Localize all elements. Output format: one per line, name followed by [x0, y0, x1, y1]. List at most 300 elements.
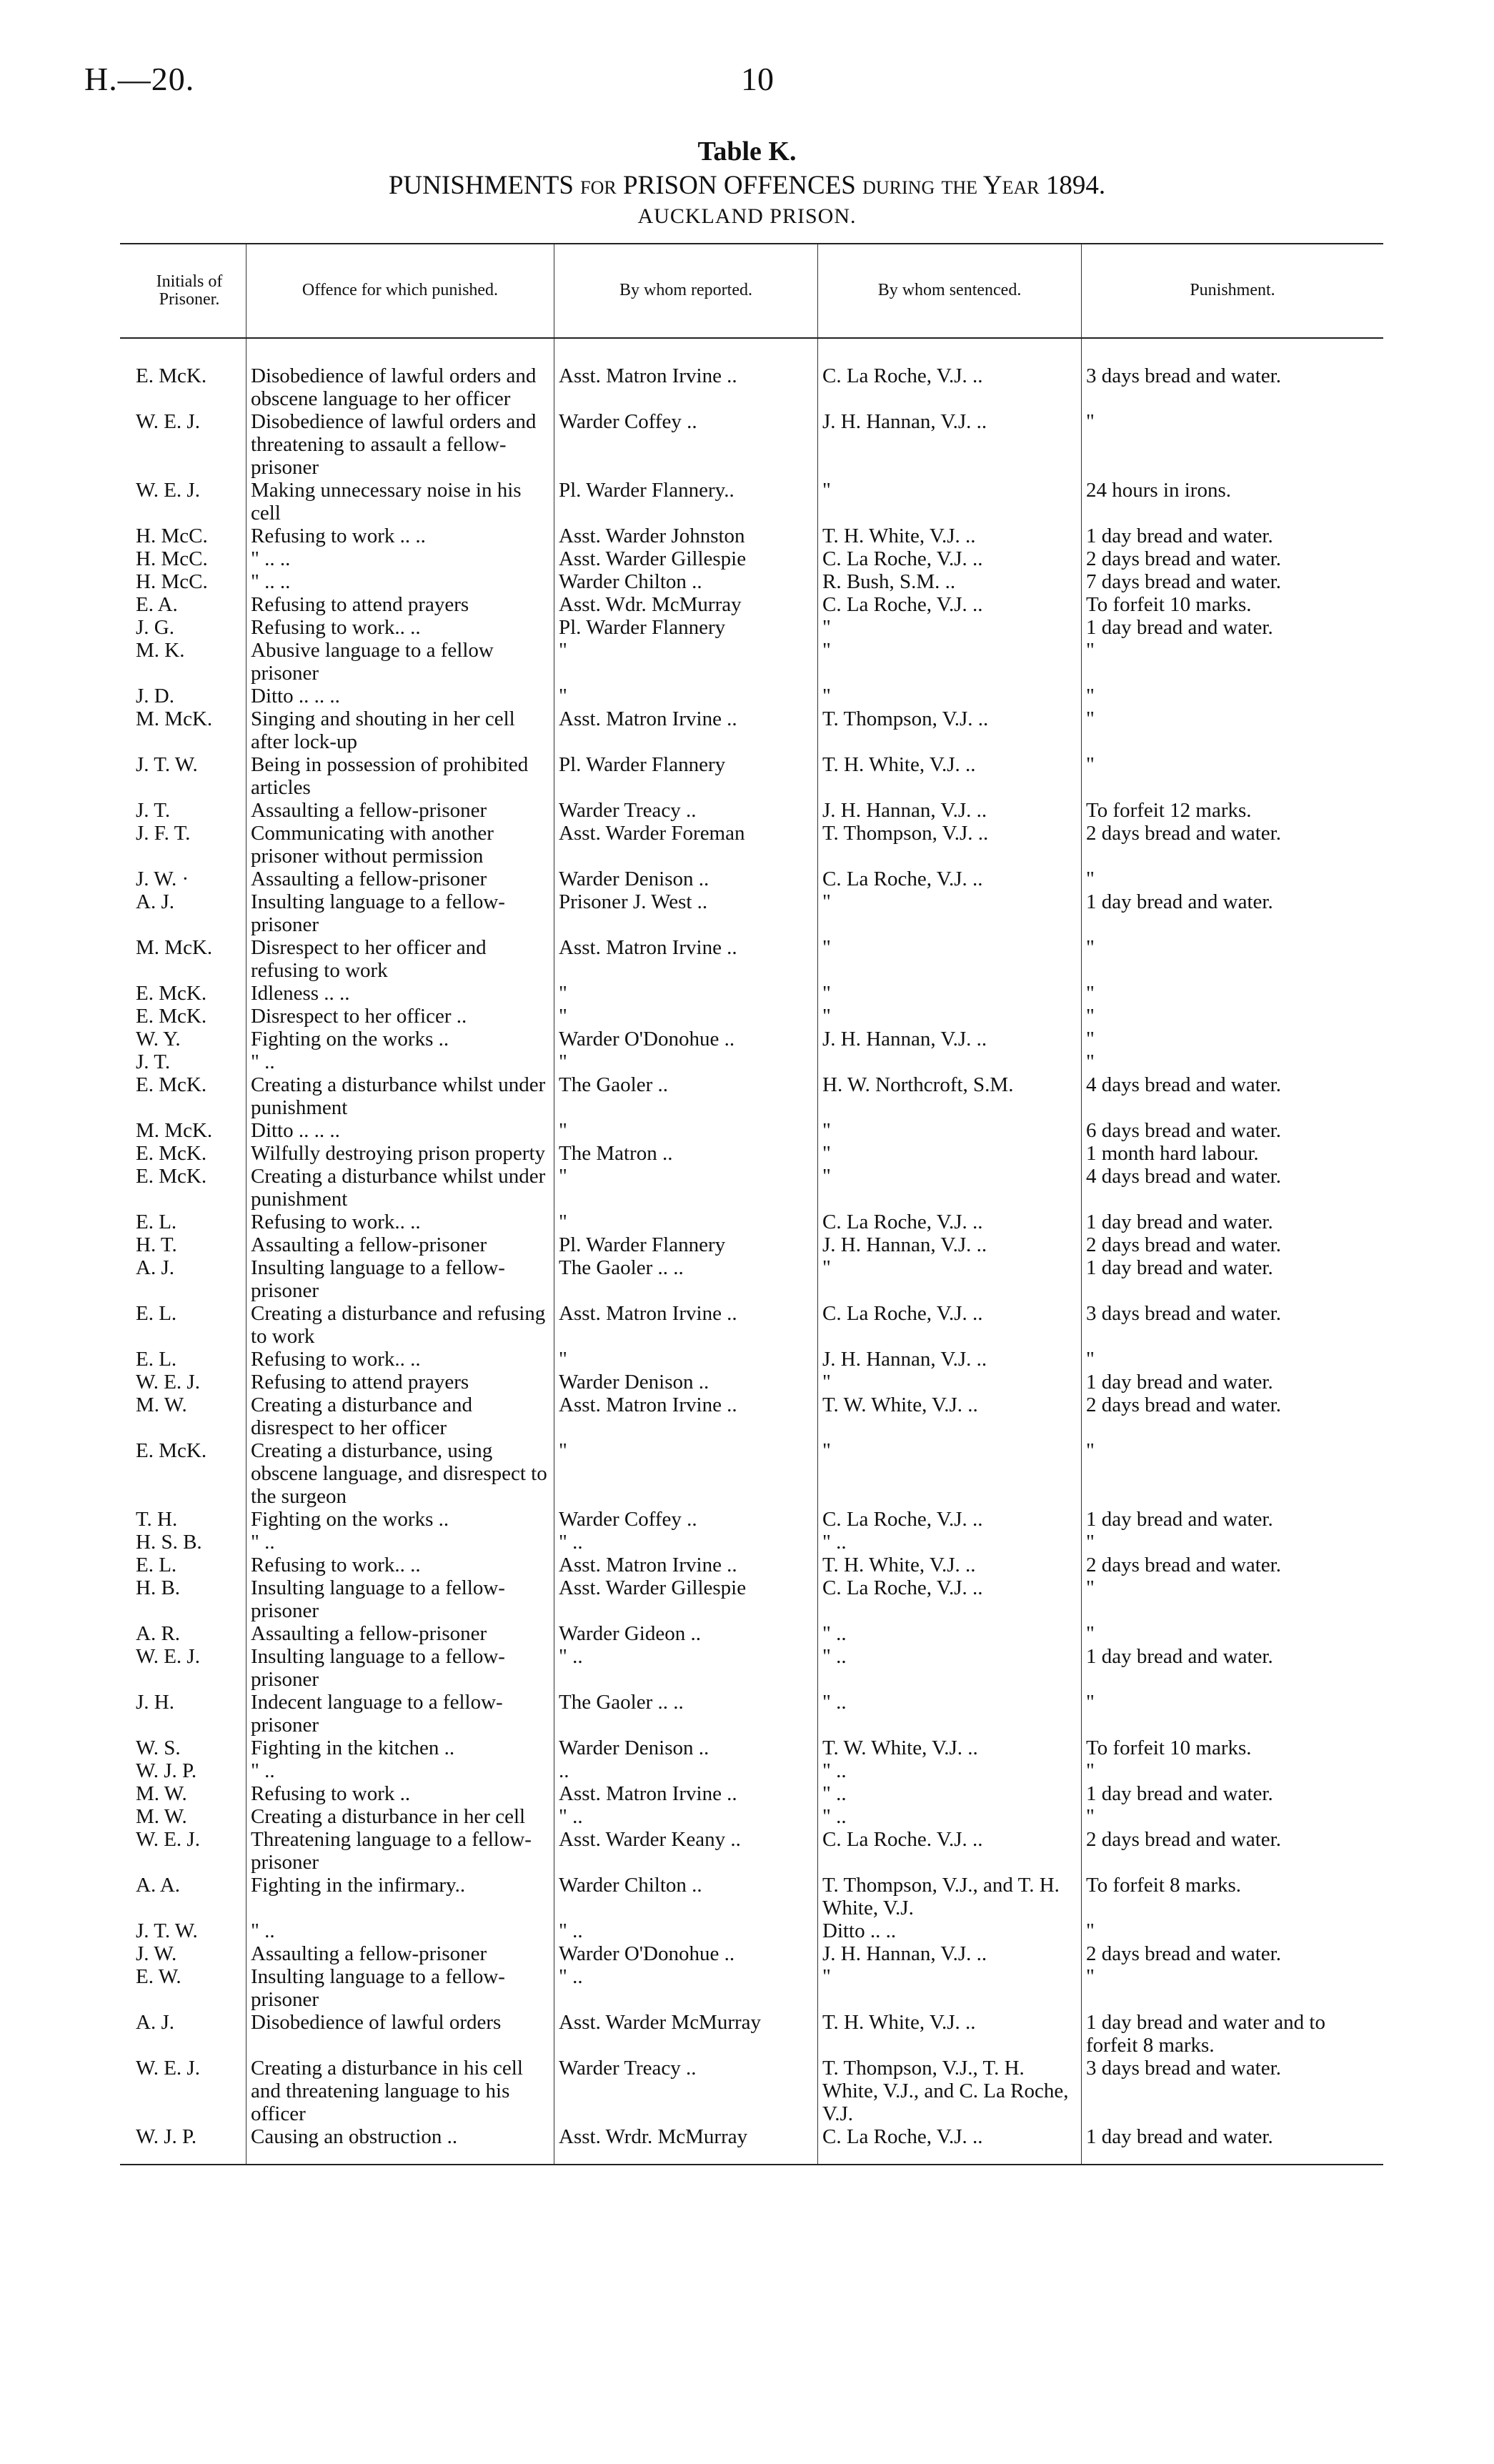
cell-sentenced-by: T. H. White, V.J. ..: [818, 753, 1082, 799]
col-header-reported: By whom reported.: [554, 244, 818, 338]
cell-offence: Refusing to attend prayers: [246, 593, 554, 616]
cell-offence: Refusing to work.. ..: [246, 1554, 554, 1576]
cell-sentenced-by: ": [818, 616, 1082, 639]
cell-initials: J. T.: [136, 1050, 171, 1073]
table-row: [120, 1028, 1383, 1050]
cell-sentenced-by: ": [818, 982, 1082, 1005]
cell-sentenced-by: " ..: [818, 1645, 1082, 1691]
cell-punishment: 2 days bread and water.: [1082, 1394, 1384, 1439]
cell-offence: " ..: [246, 1759, 554, 1782]
cell-reported-by: Asst. Warder McMurray: [554, 2011, 818, 2057]
cell-offence: Assaulting a fellow-prisoner: [246, 868, 554, 890]
cell-punishment: ": [1082, 1691, 1384, 1737]
cell-sentenced-by: C. La Roche, V.J. ..: [818, 1211, 1082, 1233]
cell-reported-by: Asst. Matron Irvine ..: [554, 707, 818, 753]
cell-initials: H. McC.: [136, 547, 208, 570]
cell-initials: W. E. J.: [136, 1828, 200, 1851]
cell-initials: J. G.: [136, 616, 174, 639]
cell-punishment: ": [1082, 753, 1384, 799]
cell-reported-by: ": [554, 1439, 818, 1508]
table-row: [120, 1211, 1383, 1233]
cell-initials: A. J.: [136, 1256, 174, 1279]
cell-punishment: ": [1082, 1005, 1384, 1028]
cell-initials: M. W.: [136, 1782, 187, 1805]
cell-offence: Ditto .. .. ..: [246, 1119, 554, 1142]
cell-punishment: 1 day bread and water.: [1082, 1645, 1384, 1691]
cell-reported-by: Warder Gideon ..: [554, 1622, 818, 1645]
cell-initials: M. McK.: [136, 936, 213, 959]
cell-reported-by: Warder Treacy ..: [554, 799, 818, 822]
cell-initials: E. W.: [136, 1965, 181, 1988]
punishments-table: [120, 243, 1383, 2165]
cell-sentenced-by: C. La Roche, V.J. ..: [818, 2125, 1082, 2165]
cell-punishment: ": [1082, 1576, 1384, 1622]
table-row: [120, 1119, 1383, 1142]
table-row: [120, 1965, 1383, 2011]
table-row: [120, 525, 1383, 547]
cell-punishment: 1 day bread and water.: [1082, 890, 1384, 936]
cell-reported-by: Asst. Matron Irvine ..: [554, 1302, 818, 1348]
cell-reported-by: The Gaoler ..: [554, 1073, 818, 1119]
cell-sentenced-by: " ..: [818, 1622, 1082, 1645]
cell-offence: Refusing to attend prayers: [246, 1371, 554, 1394]
cell-sentenced-by: ": [818, 1439, 1082, 1508]
cell-sentenced-by: J. H. Hannan, V.J. ..: [818, 1942, 1082, 1965]
table-row: [120, 1622, 1383, 1645]
cell-punishment: 1 day bread and water.: [1082, 1782, 1384, 1805]
table-row: [120, 2011, 1383, 2057]
cell-offence: Creating a disturbance and disrespect to her officer: [246, 1394, 554, 1439]
cell-punishment: ": [1082, 1622, 1384, 1645]
cell-punishment: ": [1082, 936, 1384, 982]
cell-punishment: ": [1082, 1050, 1384, 1073]
cell-reported-by: " ..: [554, 1805, 818, 1828]
cell-punishment: ": [1082, 1759, 1384, 1782]
table-row: [120, 1782, 1383, 1805]
cell-reported-by: Warder O'Donohue ..: [554, 1028, 818, 1050]
cell-reported-by: ..: [554, 1759, 818, 1782]
cell-offence: Abusive language to a fellow prisoner: [246, 639, 554, 685]
cell-sentenced-by: T. H. White, V.J. ..: [818, 525, 1082, 547]
cell-sentenced-by: C. La Roche, V.J. ..: [818, 593, 1082, 616]
table-row: [120, 1142, 1383, 1165]
cell-offence: Disobedience of lawful orders: [246, 2011, 554, 2057]
cell-reported-by: " ..: [554, 1531, 818, 1554]
table-row: [120, 1371, 1383, 1394]
cell-punishment: 1 day bread and water.: [1082, 525, 1384, 547]
cell-initials: M. W.: [136, 1805, 187, 1828]
table-row: [120, 1759, 1383, 1782]
cell-offence: " ..: [246, 1531, 554, 1554]
cell-offence: Singing and shouting in her cell after lock-up: [246, 707, 554, 753]
cell-sentenced-by: C. La Roche, V.J. ..: [818, 338, 1082, 410]
page-number: 10: [741, 61, 774, 97]
cell-reported-by: Warder Denison ..: [554, 1371, 818, 1394]
cell-punishment: 2 days bread and water.: [1082, 822, 1384, 868]
cell-offence: Creating a disturbance in his cell and threatening language to his officer: [246, 2057, 554, 2125]
cell-reported-by: ": [554, 1005, 818, 1028]
cell-sentenced-by: J. H. Hannan, V.J. ..: [818, 799, 1082, 822]
cell-initials: E. McK.: [136, 364, 207, 387]
cell-sentenced-by: C. La Roche, V.J. ..: [818, 868, 1082, 890]
cell-initials: M. McK.: [136, 707, 213, 730]
cell-initials: J. W.: [136, 1942, 177, 1965]
table-row: [120, 639, 1383, 685]
cell-offence: Assaulting a fellow-prisoner: [246, 1622, 554, 1645]
table-row: [120, 753, 1383, 799]
cell-initials: W. E. J.: [136, 1645, 200, 1668]
table-row: [120, 1942, 1383, 1965]
table-row: [120, 1874, 1383, 1919]
punishments-table-wrapper: [120, 243, 1383, 2165]
table-subtitle: PUNISHMENTS for PRISON OFFENCES during the Year 1894.: [388, 171, 1106, 200]
table-row: [120, 2125, 1383, 2165]
cell-reported-by: The Gaoler .. ..: [554, 1691, 818, 1737]
cell-punishment: To forfeit 10 marks.: [1082, 593, 1384, 616]
cell-sentenced-by: T. Thompson, V.J. ..: [818, 822, 1082, 868]
cell-offence: Insulting language to a fellow-prisoner: [246, 1576, 554, 1622]
cell-punishment: ": [1082, 1531, 1384, 1554]
cell-reported-by: ": [554, 1165, 818, 1211]
cell-initials: A. J.: [136, 890, 174, 913]
cell-initials: T. H.: [136, 1508, 178, 1531]
table-row: [120, 1165, 1383, 1211]
cell-initials: J. D.: [136, 685, 174, 707]
cell-punishment: 1 day bread and water and to forfeit 8 marks.: [1082, 2011, 1384, 2057]
cell-punishment: 3 days bread and water.: [1082, 2057, 1384, 2125]
cell-punishment: To forfeit 8 marks.: [1082, 1874, 1384, 1919]
cell-reported-by: " ..: [554, 1645, 818, 1691]
cell-offence: Disrespect to her officer ..: [246, 1005, 554, 1028]
cell-punishment: 2 days bread and water.: [1082, 1554, 1384, 1576]
cell-reported-by: ": [554, 982, 818, 1005]
cell-sentenced-by: C. La Roche, V.J. ..: [818, 1508, 1082, 1531]
cell-initials: H. McC.: [136, 570, 208, 593]
cell-offence: Fighting on the works ..: [246, 1508, 554, 1531]
cell-initials: A. J.: [136, 2011, 174, 2034]
table-row: [120, 338, 1383, 410]
table-row: [120, 1394, 1383, 1439]
cell-initials: E. L.: [136, 1554, 177, 1576]
table-row: [120, 479, 1383, 525]
cell-reported-by: ": [554, 1211, 818, 1233]
cell-initials: E. A.: [136, 593, 178, 616]
cell-initials: E. McK.: [136, 1073, 207, 1096]
cell-reported-by: Asst. Warder Keany ..: [554, 1828, 818, 1874]
cell-sentenced-by: J. H. Hannan, V.J. ..: [818, 1348, 1082, 1371]
cell-reported-by: Asst. Matron Irvine ..: [554, 1782, 818, 1805]
cell-sentenced-by: " ..: [818, 1782, 1082, 1805]
cell-offence: Insulting language to a fellow-prisoner: [246, 1645, 554, 1691]
cell-reported-by: The Matron ..: [554, 1142, 818, 1165]
cell-punishment: ": [1082, 685, 1384, 707]
cell-punishment: 1 day bread and water.: [1082, 1211, 1384, 1233]
cell-punishment: ": [1082, 639, 1384, 685]
table-body: [120, 338, 1383, 2165]
cell-initials: W. E. J.: [136, 479, 200, 502]
table-row: [120, 799, 1383, 822]
cell-punishment: ": [1082, 868, 1384, 890]
cell-initials: W. E. J.: [136, 2057, 200, 2080]
cell-sentenced-by: C. La Roche. V.J. ..: [818, 1828, 1082, 1874]
cell-sentenced-by: T. Thompson, V.J., T. H. White, V.J., and C. La Roche, V.J.: [818, 2057, 1082, 2125]
cell-initials: H. McC.: [136, 525, 208, 547]
cell-sentenced-by: ": [818, 1256, 1082, 1302]
cell-punishment: 1 day bread and water.: [1082, 2125, 1384, 2165]
document-code: H.—20.: [84, 61, 195, 97]
cell-offence: Assaulting a fellow-prisoner: [246, 1942, 554, 1965]
cell-initials: H. B.: [136, 1576, 181, 1599]
cell-punishment: 1 day bread and water.: [1082, 1371, 1384, 1394]
table-row: [120, 593, 1383, 616]
cell-sentenced-by: ": [818, 639, 1082, 685]
cell-punishment: To forfeit 10 marks.: [1082, 1737, 1384, 1759]
cell-sentenced-by: ": [818, 1371, 1082, 1394]
cell-initials: W. E. J.: [136, 410, 200, 433]
cell-punishment: 3 days bread and water.: [1082, 1302, 1384, 1348]
cell-sentenced-by: J. H. Hannan, V.J. ..: [818, 1028, 1082, 1050]
cell-punishment: ": [1082, 1028, 1384, 1050]
cell-offence: Assaulting a fellow-prisoner: [246, 799, 554, 822]
cell-offence: Causing an obstruction ..: [246, 2125, 554, 2165]
cell-sentenced-by: ": [818, 1005, 1082, 1028]
cell-punishment: 1 day bread and water.: [1082, 1508, 1384, 1531]
cell-offence: " .. ..: [246, 547, 554, 570]
cell-sentenced-by: J. H. Hannan, V.J. ..: [818, 410, 1082, 479]
table-title: Table K.: [697, 136, 797, 167]
table-row: [120, 1691, 1383, 1737]
cell-sentenced-by: " ..: [818, 1531, 1082, 1554]
cell-punishment: 7 days bread and water.: [1082, 570, 1384, 593]
cell-offence: Refusing to work ..: [246, 1782, 554, 1805]
table-row: [120, 1302, 1383, 1348]
table-row: [120, 1919, 1383, 1942]
cell-offence: Refusing to work.. ..: [246, 1211, 554, 1233]
cell-reported-by: Asst. Matron Irvine ..: [554, 1394, 818, 1439]
cell-initials: W. J. P.: [136, 1759, 197, 1782]
cell-reported-by: ": [554, 685, 818, 707]
cell-offence: Refusing to work.. ..: [246, 616, 554, 639]
cell-reported-by: Asst. Warder Gillespie: [554, 1576, 818, 1622]
col-header-initials: Initials of Prisoner.: [120, 244, 246, 338]
cell-punishment: 1 day bread and water.: [1082, 1256, 1384, 1302]
table-row: [120, 1828, 1383, 1874]
cell-sentenced-by: T. W. White, V.J. ..: [818, 1737, 1082, 1759]
table-row: [120, 1348, 1383, 1371]
cell-punishment: To forfeit 12 marks.: [1082, 799, 1384, 822]
cell-sentenced-by: " ..: [818, 1805, 1082, 1828]
cell-sentenced-by: [818, 1050, 1082, 1073]
cell-offence: " ..: [246, 1919, 554, 1942]
cell-offence: Refusing to work.. ..: [246, 1348, 554, 1371]
table-row: [120, 1554, 1383, 1576]
cell-initials: E. McK.: [136, 982, 207, 1005]
cell-punishment: 6 days bread and water.: [1082, 1119, 1384, 1142]
prison-name: AUCKLAND PRISON.: [637, 204, 857, 228]
cell-sentenced-by: ": [818, 685, 1082, 707]
cell-initials: J. F. T.: [136, 822, 191, 845]
cell-punishment: ": [1082, 1348, 1384, 1371]
cell-sentenced-by: R. Bush, S.M. ..: [818, 570, 1082, 593]
cell-initials: E. McK.: [136, 1142, 207, 1165]
cell-punishment: ": [1082, 410, 1384, 479]
cell-punishment: 2 days bread and water.: [1082, 1828, 1384, 1874]
cell-sentenced-by: ": [818, 1165, 1082, 1211]
cell-initials: W. J. P.: [120, 2125, 246, 2165]
table-header-row: [120, 244, 1383, 338]
cell-sentenced-by: T. H. White, V.J. ..: [818, 1554, 1082, 1576]
cell-initials: M. McK.: [136, 1119, 213, 1142]
cell-sentenced-by: " ..: [818, 1691, 1082, 1737]
cell-punishment: ": [1082, 1919, 1384, 1942]
cell-reported-by: " ..: [554, 1965, 818, 2011]
cell-offence: Disobedience of lawful orders and threatening to assault a fellow-prisoner: [246, 410, 554, 479]
cell-offence: Disobedience of lawful orders and obscene language to her officer: [246, 338, 554, 410]
cell-punishment: ": [1082, 982, 1384, 1005]
table-row: [120, 1645, 1383, 1691]
cell-sentenced-by: Ditto .. ..: [818, 1919, 1082, 1942]
cell-offence: Assaulting a fellow-prisoner: [246, 1233, 554, 1256]
cell-initials: J. H.: [136, 1691, 174, 1714]
cell-initials: A. R.: [136, 1622, 181, 1645]
cell-offence: Insulting language to a fellow-prisoner: [246, 1256, 554, 1302]
cell-sentenced-by: T. Thompson, V.J., and T. H. White, V.J.: [818, 1874, 1082, 1919]
cell-sentenced-by: C. La Roche, V.J. ..: [818, 547, 1082, 570]
cell-punishment: 2 days bread and water.: [1082, 547, 1384, 570]
cell-reported-by: ": [554, 1119, 818, 1142]
cell-initials: E. L.: [136, 1211, 177, 1233]
cell-sentenced-by: H. W. Northcroft, S.M.: [818, 1073, 1082, 1119]
cell-initials: H. S. B.: [136, 1531, 202, 1554]
cell-initials: J. W. ·: [136, 868, 189, 890]
cell-reported-by: Prisoner J. West ..: [554, 890, 818, 936]
cell-reported-by: ": [554, 1050, 818, 1073]
cell-sentenced-by: J. H. Hannan, V.J. ..: [818, 1233, 1082, 1256]
col-header-offence: Offence for which punished.: [246, 244, 554, 338]
table-row: [120, 982, 1383, 1005]
cell-initials: W. Y.: [136, 1028, 181, 1050]
cell-offence: Indecent language to a fellow-prisoner: [246, 1691, 554, 1737]
cell-punishment: ": [1082, 1965, 1384, 2011]
cell-reported-by: Pl. Warder Flannery: [554, 1233, 818, 1256]
cell-offence: Making unnecessary noise in his cell: [246, 479, 554, 525]
cell-offence: Wilfully destroying prison property: [246, 1142, 554, 1165]
cell-punishment: 24 hours in irons.: [1082, 479, 1384, 525]
cell-offence: Creating a disturbance whilst under punishment: [246, 1165, 554, 1211]
cell-reported-by: Asst. Warder Foreman: [554, 822, 818, 868]
cell-punishment: 1 month hard labour.: [1082, 1142, 1384, 1165]
cell-offence: Insulting language to a fellow-prisoner: [246, 890, 554, 936]
cell-sentenced-by: T. W. White, V.J. ..: [818, 1394, 1082, 1439]
table-row: [120, 570, 1383, 593]
cell-reported-by: Asst. Wdr. McMurray: [554, 593, 818, 616]
cell-offence: Creating a disturbance whilst under punishment: [246, 1073, 554, 1119]
cell-reported-by: Warder O'Donohue ..: [554, 1942, 818, 1965]
cell-offence: Being in possession of prohibited articles: [246, 753, 554, 799]
table-row: [120, 410, 1383, 479]
cell-reported-by: Asst. Warder Gillespie: [554, 547, 818, 570]
cell-reported-by: " ..: [554, 1919, 818, 1942]
cell-initials: J. T. W.: [136, 1919, 198, 1942]
col-header-sentenced: By whom sentenced.: [818, 244, 1082, 338]
cell-reported-by: Warder Coffey ..: [554, 1508, 818, 1531]
cell-initials: J. T. W.: [136, 753, 198, 776]
cell-reported-by: Pl. Warder Flannery: [554, 753, 818, 799]
cell-reported-by: Warder Chilton ..: [554, 1874, 818, 1919]
cell-offence: Creating a disturbance and refusing to work: [246, 1302, 554, 1348]
table-row: [120, 936, 1383, 982]
cell-initials: M. W.: [136, 1394, 187, 1416]
cell-reported-by: Pl. Warder Flannery: [554, 616, 818, 639]
cell-sentenced-by: C. La Roche, V.J. ..: [818, 1576, 1082, 1622]
cell-punishment: ": [1082, 1439, 1384, 1508]
cell-sentenced-by: ": [818, 1965, 1082, 2011]
table-row: [120, 2057, 1383, 2125]
cell-punishment: 2 days bread and water.: [1082, 1233, 1384, 1256]
cell-offence: Ditto .. .. ..: [246, 685, 554, 707]
cell-initials: A. A.: [136, 1874, 181, 1897]
cell-punishment: 4 days bread and water.: [1082, 1073, 1384, 1119]
cell-offence: Creating a disturbance, using obscene language, and disrespect to the surgeon: [246, 1439, 554, 1508]
table-row: [120, 547, 1383, 570]
cell-reported-by: Warder Coffey ..: [554, 410, 818, 479]
cell-reported-by: Asst. Wrdr. McMurray: [554, 2125, 818, 2165]
cell-reported-by: Asst. Matron Irvine ..: [554, 1554, 818, 1576]
cell-offence: Fighting on the works ..: [246, 1028, 554, 1050]
cell-reported-by: Warder Treacy ..: [554, 2057, 818, 2125]
table-row: [120, 1737, 1383, 1759]
table-row: [120, 1005, 1383, 1028]
cell-offence: Fighting in the kitchen ..: [246, 1737, 554, 1759]
cell-initials: E. McK.: [136, 1165, 207, 1188]
table-row: [120, 1531, 1383, 1554]
table-row: [120, 1256, 1383, 1302]
table-row: [120, 1233, 1383, 1256]
col-header-punishment: Punishment.: [1082, 244, 1384, 338]
cell-initials: E. McK.: [136, 1439, 207, 1462]
cell-punishment: 1 day bread and water.: [1082, 616, 1384, 639]
cell-reported-by: ": [554, 639, 818, 685]
cell-offence: Threatening language to a fellow-prisoner: [246, 1828, 554, 1874]
table-row: [120, 616, 1383, 639]
cell-initials: W. E. J.: [136, 1371, 200, 1394]
table-row: [120, 1576, 1383, 1622]
cell-initials: H. T.: [136, 1233, 177, 1256]
cell-offence: Refusing to work .. ..: [246, 525, 554, 547]
cell-punishment: ": [1082, 1805, 1384, 1828]
table-row: [120, 685, 1383, 707]
cell-reported-by: Asst. Matron Irvine ..: [554, 936, 818, 982]
cell-offence: Insulting language to a fellow-prisoner: [246, 1965, 554, 2011]
cell-sentenced-by: ": [818, 936, 1082, 982]
cell-punishment: 3 days bread and water.: [1082, 338, 1384, 410]
cell-reported-by: ": [554, 1348, 818, 1371]
cell-offence: " ..: [246, 1050, 554, 1073]
cell-reported-by: The Gaoler .. ..: [554, 1256, 818, 1302]
cell-sentenced-by: ": [818, 890, 1082, 936]
table-row: [120, 868, 1383, 890]
table-row: [120, 1805, 1383, 1828]
cell-initials: W. S.: [136, 1737, 181, 1759]
cell-sentenced-by: ": [818, 1142, 1082, 1165]
cell-reported-by: Asst. Warder Johnston: [554, 525, 818, 547]
table-row: [120, 1508, 1383, 1531]
table-row: [120, 890, 1383, 936]
cell-sentenced-by: T. H. White, V.J. ..: [818, 2011, 1082, 2057]
cell-punishment: ": [1082, 707, 1384, 753]
cell-offence: Idleness .. ..: [246, 982, 554, 1005]
cell-initials: J. T.: [136, 799, 171, 822]
